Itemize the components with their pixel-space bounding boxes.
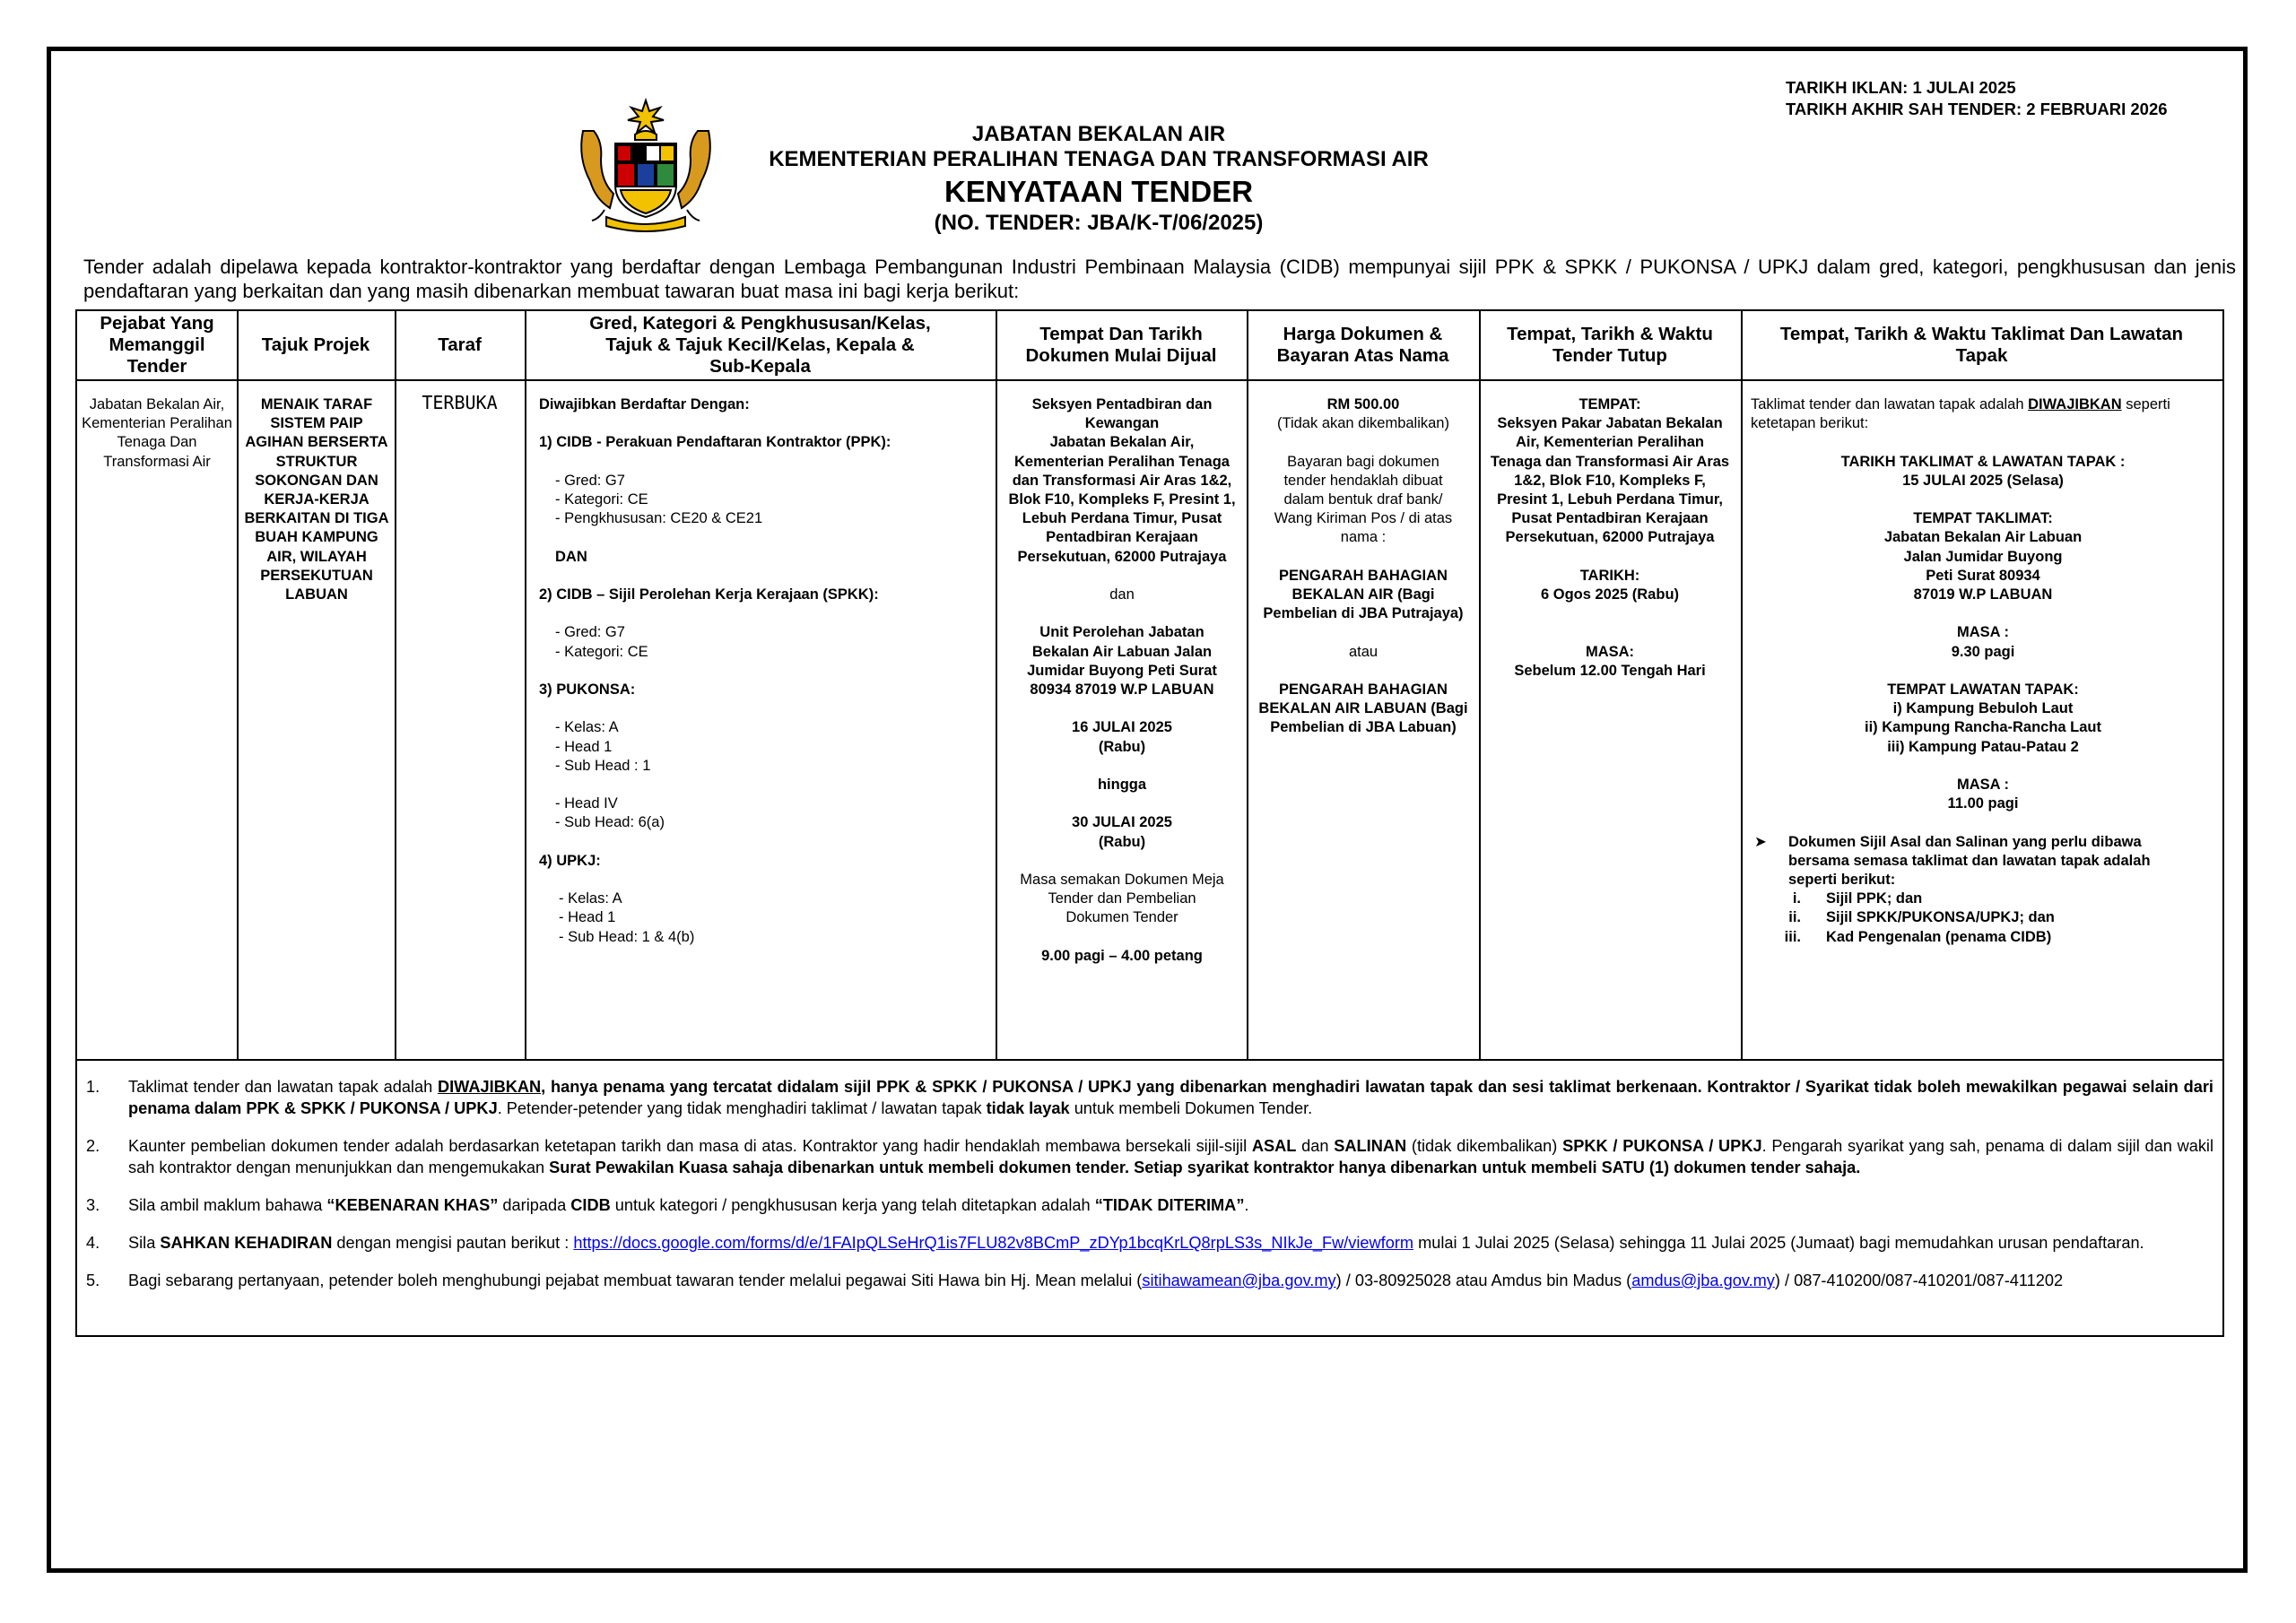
briefing-time-label: MASA :: [1956, 624, 2010, 641]
note-span: “KEBENARAN KHAS”: [326, 1196, 499, 1214]
price-non-refund: (Tidak akan dikembalikan): [1277, 415, 1449, 432]
site-visit-time-label: MASA :: [1956, 776, 2010, 793]
note-span: SAHKAN KEHADIRAN: [160, 1234, 333, 1252]
document-item-text: Kad Pengenalan (penama CIDB): [1826, 928, 2052, 945]
note-span: , hanya penama yang tercatat didalam sijil PPK & SPKK / PUKONSA / UPKJ yang dibenarkan menghadiri lawatan tapak dan sesi taklimat berkenaan. Kontraktor / Syarikat tidak boleh mewakilkan pegawai selain dari penama dalam PPK & SPKK / PUKONSA / UPKJ: [128, 1078, 2213, 1117]
header-status: Taraf: [438, 334, 482, 355]
col-divider: [1479, 311, 1481, 1059]
status-cell: [395, 394, 525, 414]
grade-pukonsa-item: - Head IV: [555, 795, 618, 812]
document-item: [1751, 928, 2215, 947]
note-item: [86, 1135, 2213, 1178]
price-payee-putrajaya: PENGARAH BAHAGIAN BEKALAN AIR (Bagi Pembelian di JBA Putrajaya): [1263, 567, 1464, 622]
tender-number: (NO. TENDER: JBA/K-T/06/2025): [934, 211, 1264, 235]
closing-place-label: TEMPAT:: [1578, 396, 1641, 412]
briefing-date: 15 JULAI 2025 (Selasa): [1902, 472, 2064, 489]
document-item-number: ii.: [1788, 909, 1801, 926]
grade-pukonsa-title: 3) PUKONSA:: [539, 681, 636, 698]
grade-upkj-title: 4) UPKJ:: [539, 852, 601, 869]
note-span: untuk kategori / pengkhususan kerja yang telah ditetapkan adalah: [610, 1196, 1095, 1214]
col-divider: [395, 311, 396, 1059]
note-span: Sila ambil maklum bahawa: [128, 1196, 327, 1214]
briefing-intro: [1751, 395, 2215, 433]
tender-dates: [1786, 77, 2168, 120]
note-span: untuk membeli Dokumen Tender.: [1069, 1099, 1313, 1117]
grade-spkk-item: - Gred: G7: [555, 624, 625, 641]
heading: [628, 122, 1570, 237]
note-span: daripada: [498, 1196, 571, 1214]
header-divider: [77, 379, 2222, 381]
sale-until: hingga: [1097, 777, 1147, 793]
closing-time: Sebelum 12.00 Tengah Hari: [1514, 662, 1706, 679]
note-number: 5.: [86, 1271, 100, 1289]
col-divider: [237, 311, 239, 1059]
col-divider: [1741, 311, 1743, 1059]
sale-day-to: (Rabu): [1098, 833, 1146, 850]
grade-ppk-item: - Kategori: CE: [555, 490, 648, 508]
notes-divider: [77, 1059, 2222, 1061]
document-item-number: i.: [1792, 890, 1801, 907]
note-span: DIWAJIBKAN: [437, 1078, 542, 1096]
header-closing: Tempat, Tarikh & Waktu Tender Tutup: [1507, 324, 1713, 366]
arrow-bullet-icon: ➤: [1754, 833, 1767, 850]
note-item: [86, 1270, 2213, 1291]
header-briefing: Tempat, Tarikh & Waktu Taklimat Dan Lawatan Tapak: [1779, 324, 2184, 366]
valid-until-date: TARIKH AKHIR SAH TENDER: 2 FEBRUARI 2026: [1786, 100, 2168, 118]
note-text: [128, 1194, 2213, 1216]
grade-dan: DAN: [555, 548, 587, 565]
note-item: [86, 1194, 2213, 1216]
note-span: ASAL: [1251, 1137, 1297, 1155]
note-number: 2.: [86, 1137, 100, 1155]
sale-date-from: 16 JULAI 2025: [1072, 719, 1172, 736]
notes-list: [86, 1076, 2213, 1307]
note-number: 1.: [86, 1078, 100, 1096]
note-span: .: [1244, 1196, 1249, 1214]
header-grade: Gred, Kategori & Pengkhususan/Kelas, Tajuk & Tajuk Kecil/Kelas, Kepala & Sub-Kepala: [589, 313, 931, 377]
col-divider: [996, 311, 997, 1059]
grade-cell: [535, 395, 988, 947]
note-span: Bagi sebarang pertanyaan, petender boleh menghubungi pejabat membuat tawaran tender melalui pegawai Siti Hawa bin Hj. Mean melalui (: [128, 1271, 1143, 1289]
note-span: . Pengarah syarikat yang sah, penama di dalam sijil dan wakil sah kontraktor dengan menunjukkan dan mengemukakan: [128, 1137, 2214, 1176]
note-span: CIDB: [570, 1196, 611, 1214]
closing-place: Seksyen Pakar Jabatan Bekalan Air, Kementerian Peralihan Tenaga dan Transformasi Air Aras 1&2, Blok F10, Kompleks F, Presint 1, Lebuh Perdana Timur, Pusat Pentadbiran Kerajaan Persekutuan, 62000 Putrajaya: [1490, 415, 1730, 546]
briefing-place-line: Jalan Jumidar Buyong: [1903, 548, 2063, 565]
department-name: JABATAN BEKALAN AIR: [971, 122, 1226, 146]
ministry-name: KEMENTERIAN PERALIHAN TENAGA DAN TRANSFORMASI AIR: [769, 147, 1429, 171]
briefing-intro-mandatory: DIWAJIBKAN: [2028, 396, 2122, 412]
note-span: SALINAN: [1334, 1137, 1407, 1155]
site-visit-time: 11.00 pagi: [1947, 795, 2019, 812]
note-span: mulai 1 Julai 2025 (Selasa) sehingga 11 Julai 2025 (Jumaat) bagi memudahkan urusan pendaftaran.: [1413, 1234, 2144, 1252]
ad-date: TARIKH IKLAN: 1 JULAI 2025: [1786, 78, 2016, 97]
briefing-date-label: TARIKH TAKLIMAT & LAWATAN TAPAK :: [1840, 453, 2126, 470]
site-visit-location: i) Kampung Bebuloh Laut: [1892, 700, 2074, 717]
note-span: dengan mengisi pautan berikut :: [332, 1234, 574, 1252]
sale-day-from: (Rabu): [1098, 738, 1146, 755]
briefing-place-label: TEMPAT TAKLIMAT:: [1913, 510, 2053, 527]
email-link-sitihawa[interactable]: sitihawamean@jba.gov.my: [1142, 1271, 1336, 1289]
sale-address-putrajaya: Jabatan Bekalan Air, Kementerian Peralihan Tenaga dan Transformasi Air Aras 1&2, Blok F10, Kompleks F, Presint 1, Lebuh Perdana Timur, Pusat Pentadbiran Kerajaan Persekutuan, 62000 Putrajaya: [1008, 434, 1236, 565]
sale-section: Seksyen Pentadbiran dan Kewangan: [1031, 396, 1213, 432]
document-item: [1751, 908, 2215, 927]
sale-address-labuan: Unit Perolehan Jabatan Bekalan Air Labuan Jalan Jumidar Buyong Peti Surat 80934 87019 W.P LABUAN: [1027, 624, 1217, 699]
grade-spkk-title: 2) CIDB – Sijil Perolehan Kerja Kerajaan (SPKK):: [539, 586, 879, 603]
note-span: ) / 087-410200/087-410201/087-411202: [1774, 1271, 2064, 1289]
note-text: [128, 1270, 2213, 1291]
sale-dan: dan: [1109, 586, 1135, 603]
note-span: Sila: [128, 1234, 161, 1252]
grade-pukonsa-item: - Kelas: A: [555, 719, 619, 736]
note-number: 3.: [86, 1196, 100, 1214]
price-payment-note: Bayaran bagi dokumen tender hendaklah dibuat dalam bentuk draf bank/ Wang Kiriman Pos / di atas nama :: [1274, 453, 1453, 546]
briefing-time: 9.30 pagi: [1951, 643, 2015, 660]
price-payee-labuan: PENGARAH BAHAGIAN BEKALAN AIR LABUAN (Bagi Pembelian di JBA Labuan): [1258, 681, 1468, 736]
grade-ppk-title: 1) CIDB - Perakuan Pendaftaran Kontraktor (PPK):: [539, 434, 891, 451]
col-divider: [525, 311, 526, 1059]
price-atau: atau: [1348, 643, 1378, 660]
note-span: Kaunter pembelian dokumen tender adalah berdasarkan ketetapan tarikh dan masa di atas. Kontraktor yang hadir hendaklah membawa bersekali sijil-sijil: [128, 1137, 1252, 1155]
briefing-place-line: Peti Surat 80934: [1926, 567, 2040, 584]
site-visit-location: ii) Kampung Rancha-Rancha Laut: [1864, 719, 2102, 736]
price-cell: [1250, 395, 1476, 738]
note-item: [86, 1232, 2213, 1254]
closing-date-label: TARIKH:: [1579, 567, 1640, 584]
briefing-place-line: 87019 W.P LABUAN: [1913, 586, 2053, 603]
sale-note: Masa semakan Dokumen Meja Tender dan Pembelian Dokumen Tender: [1020, 871, 1224, 926]
briefing-intro-text: seperti ketetapan berikut:: [1751, 396, 2170, 432]
briefing-place-line: Jabatan Bekalan Air Labuan: [1883, 529, 2083, 546]
status-text: TERBUKA: [422, 392, 498, 413]
note-span: ) / 03-80925028 atau Amdus bin Madus (: [1335, 1271, 1632, 1289]
registration-form-link[interactable]: https://docs.google.com/forms/d/e/1FAIpQLSeHrQ1is7FLU82v8BCmP_zDYp1bcqKrLQ8rpLS3s_NIkJe_Fw/viewform: [573, 1234, 1414, 1252]
note-span: SPKK / PUKONSA / UPKJ: [1562, 1137, 1762, 1155]
grade-upkj-item: - Head 1: [559, 909, 616, 926]
header-office: Pejabat Yang Memanggil Tender: [100, 313, 214, 377]
document-item-number: iii.: [1784, 928, 1801, 945]
grade-pukonsa-item: - Head 1: [555, 738, 613, 755]
document-item-text: Sijil SPKK/PUKONSA/UPKJ; dan: [1826, 909, 2055, 926]
header-price: Harga Dokumen & Bayaran Atas Nama: [1276, 324, 1449, 366]
email-link-amdus[interactable]: amdus@jba.gov.my: [1631, 1271, 1775, 1289]
grade-pukonsa-item: - Sub Head : 1: [555, 757, 651, 774]
grade-spkk-item: - Kategori: CE: [555, 643, 648, 660]
grade-intro: Diwajibkan Berdaftar Dengan:: [539, 396, 750, 412]
grade-ppk-item: - Pengkhususan: CE20 & CE21: [555, 510, 763, 527]
document-item: [1751, 890, 2215, 908]
document-item-text: Sijil PPK; dan: [1826, 890, 1923, 907]
page-title: KENYATAAN TENDER: [944, 175, 1254, 208]
grade-upkj-item: - Kelas: A: [559, 890, 622, 907]
site-visit-label: TEMPAT LAWATAN TAPAK:: [1887, 681, 2079, 698]
note-span: dan: [1296, 1137, 1335, 1155]
office-cell: Jabatan Bekalan Air, Kementerian Peralihan Tenaga Dan Transformasi Air: [82, 396, 232, 470]
closing-cell: [1486, 395, 1734, 681]
briefing-cell: [1747, 395, 2219, 947]
note-number: 4.: [86, 1234, 100, 1252]
documents-note-text: Dokumen Sijil Asal dan Salinan yang perlu dibawa bersama semasa taklimat dan lawatan tapak adalah seperti berikut:: [1788, 833, 2151, 888]
closing-time-label: MASA:: [1585, 643, 1635, 660]
sale-date-to: 30 JULAI 2025: [1072, 814, 1172, 831]
header-sale: Tempat Dan Tarikh Dokumen Mulai Dijual: [1025, 324, 1217, 366]
note-text: [128, 1232, 2213, 1254]
note-span: Surat Pewakilan Kuasa sahaja dibenarkan untuk membeli dokumen tender. Setiap syarikat kontraktor hanya dibenarkan untuk membeli SATU (1) dokumen tender sahaja.: [549, 1159, 1861, 1176]
note-span: “TIDAK DITERIMA”: [1094, 1196, 1245, 1214]
col-divider: [1247, 311, 1248, 1059]
briefing-intro-text: Taklimat tender dan lawatan tapak adalah: [1751, 396, 2029, 412]
site-visit-location: iii) Kampung Patau-Patau 2: [1887, 738, 2079, 755]
note-span: Taklimat tender dan lawatan tapak adalah: [128, 1078, 438, 1096]
intro-paragraph: Tender adalah dipelawa kepada kontraktor-kontraktor yang berdaftar dengan Lembaga Pembangunan Industri Pembinaan Malaysia (CIDB) mempunyai sijil PPK & SPKK / PUKONSA / UPKJ dalam gred, kategori, pengkhususan dan jenis pendaftaran yang berkaitan dan yang masih dibenarkan membuat tawaran buat masa ini bagi kerja berikut:: [83, 256, 2236, 302]
price-amount: RM 500.00: [1326, 396, 1400, 412]
note-span: (tidak dikembalikan): [1406, 1137, 1563, 1155]
note-span: tidak layak: [986, 1099, 1070, 1117]
note-item: [86, 1076, 2213, 1119]
project-title-cell: MENAIK TARAF SISTEM PAIP AGIHAN BERSERTA STRUKTUR SOKONGAN DAN KERJA-KERJA BERKAITAN DI TIGA BUAH KAMPUNG AIR, WILAYAH PERSEKUTUAN LABUAN: [244, 396, 389, 603]
sale-hours: 9.00 pagi – 4.00 petang: [1041, 947, 1203, 964]
note-span: . Petender-petender yang tidak menghadiri taklimat / lawatan tapak: [497, 1099, 987, 1117]
closing-date: 6 Ogos 2025 (Rabu): [1540, 586, 1680, 603]
sale-cell: [1004, 395, 1239, 966]
documents-note: [1751, 833, 2215, 890]
header-project-title: Tajuk Projek: [261, 334, 370, 355]
note-text: [128, 1135, 2213, 1178]
grade-ppk-item: - Gred: G7: [555, 472, 625, 489]
note-text: [128, 1076, 2213, 1119]
grade-pukonsa-item: - Sub Head: 6(a): [555, 814, 665, 831]
grade-upkj-item: - Sub Head: 1 & 4(b): [559, 928, 695, 945]
